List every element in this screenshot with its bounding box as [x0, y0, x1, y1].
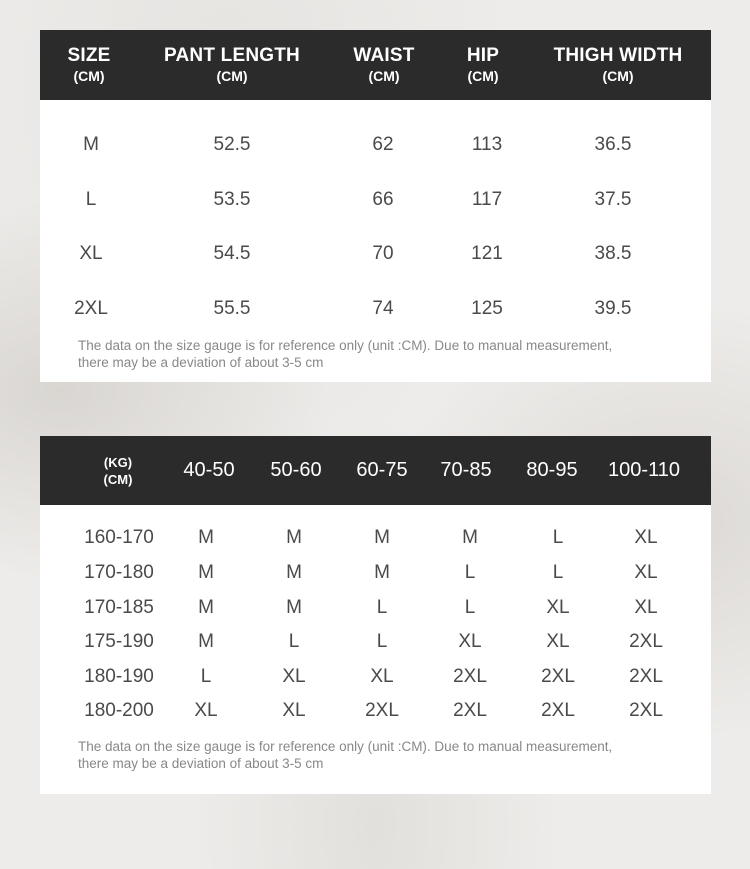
- cell-hip: 121: [471, 243, 503, 264]
- cell-size: XL: [546, 597, 570, 618]
- cell-size: 2XL: [74, 298, 108, 319]
- cell-height-range: 170-180: [84, 562, 154, 583]
- cell-thigh-width: 36.5: [594, 134, 632, 155]
- weight-range-label: 70-85: [440, 459, 492, 481]
- cell-height-range: 160-170: [84, 527, 154, 548]
- recommendation-disclaimer: [78, 738, 678, 772]
- cell-waist: 62: [372, 134, 394, 155]
- header-waist-unit: (CM): [368, 68, 400, 84]
- cell-size: 2XL: [541, 700, 575, 721]
- cell-size: L: [376, 631, 388, 652]
- cell-size: XL: [634, 597, 658, 618]
- cell-hip: 117: [471, 189, 503, 210]
- weight-range-label: 80-95: [526, 459, 578, 481]
- header-hip-unit: (CM): [467, 68, 499, 84]
- cell-size: M: [374, 527, 390, 548]
- header-hip-label: HIP: [466, 45, 500, 66]
- size-recommendation-table: [40, 436, 711, 794]
- header-thigh-width-label: THIGH WIDTH: [553, 45, 683, 66]
- disclaimer-line-2: there may be a deviation of about 3-5 cm: [78, 756, 324, 771]
- header-corner: [104, 436, 133, 505]
- cell-size: 2XL: [453, 700, 487, 721]
- cell-size: XL: [634, 562, 658, 583]
- cell-waist: 74: [372, 298, 394, 319]
- size-measurement-table: [40, 30, 711, 382]
- header-thigh-width-unit: (CM): [602, 68, 634, 84]
- cell-size: L: [288, 631, 300, 652]
- cell-size: 2XL: [541, 666, 575, 687]
- header-thigh-width: [554, 30, 683, 100]
- cell-size: 2XL: [365, 700, 399, 721]
- disclaimer-line-2: there may be a deviation of about 3-5 cm: [78, 355, 324, 370]
- cell-size: M: [286, 562, 302, 583]
- cell-hip: 125: [471, 298, 503, 319]
- cell-size: L: [464, 597, 476, 618]
- cell-pant-length: 53.5: [213, 189, 251, 210]
- cell-pant-length: 54.5: [213, 243, 251, 264]
- cell-size: M: [462, 527, 478, 548]
- header-pant-length-label: PANT LENGTH: [164, 45, 300, 66]
- header-pant-length-unit: (CM): [216, 68, 248, 84]
- cell-waist: 66: [372, 189, 394, 210]
- header-weight-3: [356, 436, 407, 505]
- corner-height-unit: (CM): [103, 471, 133, 487]
- cell-size: L: [464, 562, 476, 583]
- cell-thigh-width: 38.5: [594, 243, 632, 264]
- cell-size: 2XL: [629, 631, 663, 652]
- header-waist: [353, 30, 414, 100]
- cell-size: XL: [282, 666, 306, 687]
- cell-size: L: [85, 189, 97, 210]
- cell-size: L: [552, 562, 564, 583]
- header-hip: [467, 30, 499, 100]
- cell-thigh-width: 37.5: [594, 189, 632, 210]
- cell-height-range: 180-200: [84, 700, 154, 721]
- weight-range-label: 100-110: [608, 459, 680, 481]
- cell-size: M: [198, 597, 214, 618]
- header-weight-6: [608, 436, 680, 505]
- disclaimer-line-1: The data on the size gauge is for reference only (unit :CM). Due to manual measurement,: [78, 739, 613, 754]
- cell-waist: 70: [372, 243, 394, 264]
- cell-size: M: [198, 562, 214, 583]
- cell-size: XL: [458, 631, 482, 652]
- cell-size: M: [198, 527, 214, 548]
- header-waist-label: WAIST: [353, 45, 415, 66]
- header-weight-1: [183, 436, 234, 505]
- cell-pant-length: 52.5: [213, 134, 251, 155]
- header-size: [67, 30, 110, 100]
- cell-size: M: [286, 527, 302, 548]
- cell-size: 2XL: [629, 666, 663, 687]
- cell-size: XL: [370, 666, 394, 687]
- cell-size: XL: [634, 527, 658, 548]
- header-size-unit: (CM): [73, 68, 105, 84]
- weight-range-label: 60-75: [356, 459, 408, 481]
- cell-size: L: [552, 527, 564, 548]
- cell-size: M: [286, 597, 302, 618]
- weight-range-label: 50-60: [270, 459, 322, 481]
- cell-size: 2XL: [629, 700, 663, 721]
- cell-size: XL: [194, 700, 218, 721]
- cell-height-range: 180-190: [84, 666, 154, 687]
- cell-size: M: [83, 134, 99, 155]
- cell-size: M: [374, 562, 390, 583]
- cell-hip: 113: [471, 134, 503, 155]
- cell-thigh-width: 39.5: [594, 298, 632, 319]
- cell-size: 2XL: [453, 666, 487, 687]
- header-size-label: SIZE: [67, 45, 111, 66]
- header-weight-4: [440, 436, 491, 505]
- cell-height-range: 175-190: [84, 631, 154, 652]
- corner-weight-unit: (KG): [103, 454, 133, 470]
- cell-size: XL: [282, 700, 306, 721]
- cell-size: M: [198, 631, 214, 652]
- weight-range-label: 40-50: [183, 459, 235, 481]
- cell-pant-length: 55.5: [213, 298, 251, 319]
- cell-size: XL: [546, 631, 570, 652]
- header-weight-5: [526, 436, 577, 505]
- cell-size: L: [200, 666, 212, 687]
- header-weight-2: [270, 436, 321, 505]
- measurement-disclaimer: [78, 337, 678, 371]
- header-pant-length: [164, 30, 300, 100]
- measurement-table-header: [40, 30, 711, 100]
- disclaimer-line-1: The data on the size gauge is for reference only (unit :CM). Due to manual measurement,: [78, 338, 613, 353]
- cell-size: XL: [79, 243, 103, 264]
- cell-height-range: 170-185: [84, 597, 154, 618]
- recommendation-table-header: [40, 436, 711, 505]
- cell-size: L: [376, 597, 388, 618]
